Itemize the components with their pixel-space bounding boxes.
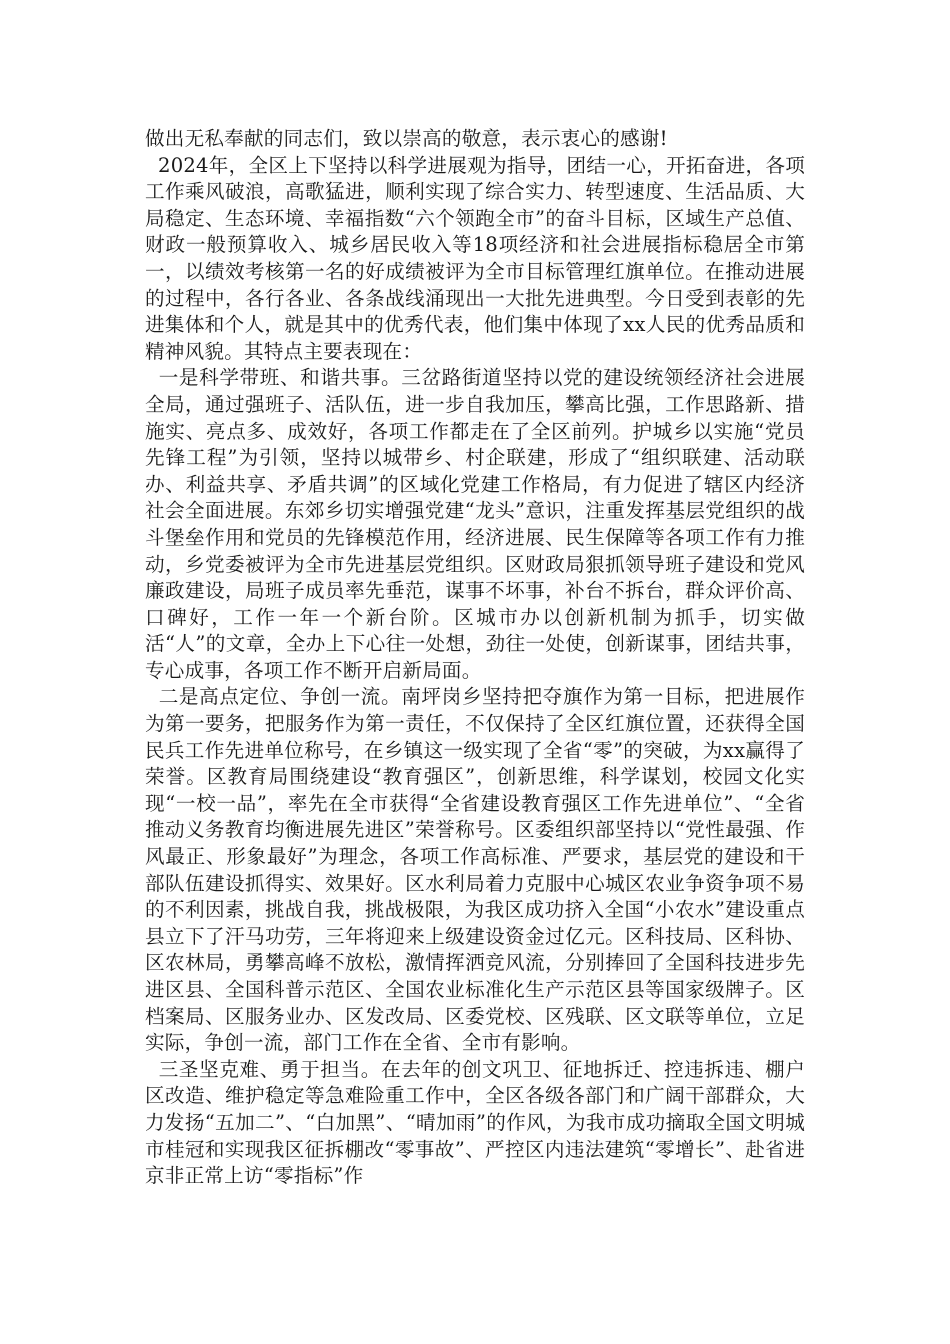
paragraph-point-one: 一是科学带班、和谐共事。三岔路街道坚持以党的建设统领经济社会进展全局，通过强班子、活队伍，进一步自我加压，攀高比强，工作思路新、措施实、亮点多、成效好，各项工作都走在了全区前列。护城乡以实施“党员先锋工程”为引领，坚持以城带乡、村企联建，形成了“组织联建、活动联办、利益共享、矛盾共调”的区域化党建工作格局，有力促进了辖区内经济社会全面进展。东郊乡切实增强党建“龙头”意识，注重发挥基层党组织的战斗堡垒作用和党员的先锋模范作用，经济进展、民生保障等各项工作有力推动，乡党委被评为全市先进基层党组织。区财政局狠抓领导班子建设和党风廉政建设，局班子成员率先垂范，谋事不坏事，补台不拆台，群众评价高、口碑好，工作一年一个新台阶。区城市办以创新机制为抓手，切实做活“人”的文章，全办上下心往一处想，劲往一处使，创新谋事，团结共事，专心成事，各项工作不断开启新局面。 [145,366,806,682]
document-body [145,126,805,1190]
paragraph-point-three: 三圣坚克难、勇于担当。在去年的创文巩卫、征地拆迁、控违拆违、棚户区改造、维护稳定等急难险重工作中，全区各级各部门和广阔干部群众，大力发扬“五加二”、“白加黑”、“晴加雨”的作风，为我市成功摘取全国文明城市桂冠和实现我区征拆棚改“零事故”、严控区内违法建筑“零增长”、赴省进京非正常上访“零指标”作 [145,1057,806,1188]
paragraph-closing-thanks: 做出无私奉献的同志们，致以崇高的敬意，表示衷心的感谢! [145,127,668,150]
paragraph-2024-summary: 2024年，全区上下坚持以科学进展观为指导，团结一心，开拓奋进，各项工作乘风破浪，高歌猛进，顺利实现了综合实力、转型速度、生活品质、大局稳定、生态环境、幸福指数“六个领跑全市”的奋斗目标，区域生产总值、财政一般预算收入、城乡居民收入等18项经济和社会进展指标稳居全市第一，以绩效考核第一名的好成绩被评为全市目标管理红旗单位。在推动进展的过程中，各行各业、各条战线涌现出一大批先进典型。今日受到表彰的先进集体和个人，就是其中的优秀代表，他们集中体现了xx人民的优秀品质和精神风貌。其特点主要表现在： [145,153,805,363]
paragraph-point-two: 二是高点定位、争创一流。南坪岗乡坚持把夺旗作为第一目标，把进展作为第一要务，把服务作为第一责任，不仅保持了全区红旗位置，还获得全国民兵工作先进单位称号，在乡镇这一级实现了全省“零”的突破，为xx赢得了荣誉。区教育局围绕建设“教育强区”，创新思维，科学谋划，校园文化实现“一校一品”，率先在全市获得“全省建设教育强区工作先进单位”、“全省推动义务教育均衡进展先进区”荣誉称号。区委组织部坚持以“党性最强、作风最正、形象最好”为理念，各项工作高标准、严要求，基层党的建设和干部队伍建设抓得实、效果好。区水利局着力克服中心城区农业争资争项不易的不利因素，挑战自我，挑战极限，为我区成功挤入全国“小农水”建设重点县立下了汗马功劳，三年将迎来上级建设资金过亿元。区科技局、区科协、区农林局，勇攀高峰不放松，激情挥洒竞风流，分别捧回了全国科技进步先进区县、全国科普示范区、全国农业标准化生产示范区县等国家级牌子。区档案局、区服务业办、区发改局、区委党校、区残联、区文联等单位，立足实际，争创一流，部门工作在全省、全市有影响。 [145,685,806,1055]
